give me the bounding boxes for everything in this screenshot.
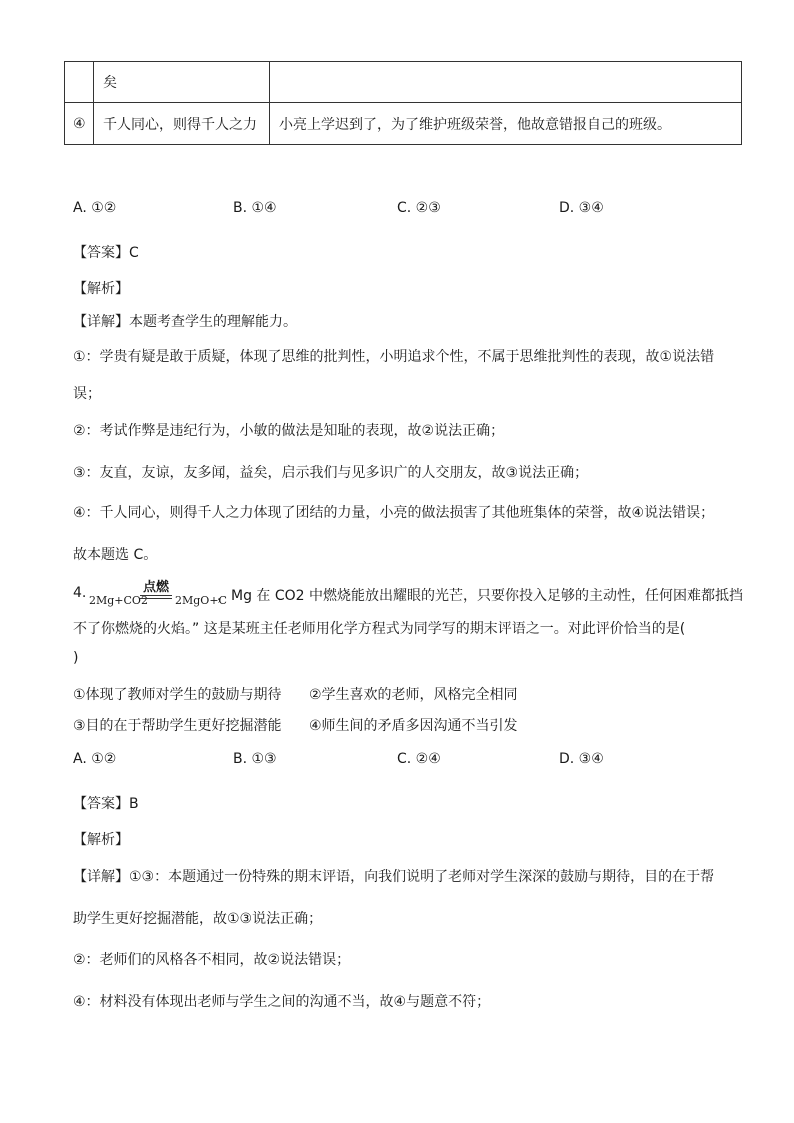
- q3-answer: [73, 242, 139, 262]
- answer-label: 【答案】: [73, 245, 129, 261]
- q4-stem-line3: ): [73, 650, 79, 666]
- table-cell-saying: 矣: [94, 62, 270, 103]
- q3-analysis-label: 【解析】: [73, 281, 129, 297]
- sayings-table: [64, 61, 742, 145]
- q4-option-b: B. ①③: [233, 751, 277, 767]
- q4-analysis-label: 【解析】: [73, 832, 129, 848]
- q3-option-c: C. ②③: [397, 200, 441, 216]
- answer-value: B: [129, 796, 139, 812]
- q4-option-d: D. ③④: [559, 751, 604, 767]
- equation-reactants: 2Mg+CO2: [89, 594, 148, 607]
- q4-line2: ②：老师们的风格各不相同，故②说法错误；: [73, 952, 351, 968]
- q4-statement-1: ①体现了教师对学生的鼓励与期待: [73, 687, 282, 703]
- table-cell-number: [65, 62, 94, 103]
- answer-value: C: [129, 245, 139, 261]
- q4-stem-line2: 不了你燃烧的火焰。” 这是某班主任老师用化学方程式为同学写的期末评语之一。对此评价恰当的是(: [73, 621, 686, 637]
- table-cell-number: ④: [65, 103, 94, 145]
- q4-option-a: A. ①②: [73, 751, 117, 767]
- equation-products: 2MgO+C: [175, 594, 227, 607]
- q4-answer: [73, 793, 139, 813]
- q4-detail-line1-cont: 助学生更好挖掘潜能，故①③说法正确；: [73, 911, 323, 927]
- q4-statement-3: ③目的在于帮助学生更好挖掘潜能: [73, 718, 282, 734]
- q3-line4: ④：千人同心，则得千人之力体现了团结的力量，小亮的做法损害了其他班集体的荣誉，故④说法错误；: [73, 505, 715, 521]
- table-cell-saying: 千人同心，则得千人之力: [94, 103, 270, 145]
- table-row: [65, 62, 742, 103]
- q4-line4: ④：材料没有体现出老师与学生之间的沟通不当，故④与题意不符；: [73, 994, 491, 1010]
- q3-option-b: B. ①④: [233, 200, 277, 216]
- q3-line2: ②：考试作弊是违纪行为，小敏的做法是知耻的表现，故②说法正确；: [73, 423, 505, 439]
- q3-option-a: A. ①②: [73, 200, 117, 216]
- q4-stem-line1: ，Mg 在 CO2 中燃烧能放出耀眼的光芒，只要你投入足够的主动性，任何困难都抵挡: [217, 588, 744, 604]
- q4-statement-2: ②学生喜欢的老师，风格完全相同: [309, 687, 518, 703]
- q4-option-c: C. ②④: [397, 751, 441, 767]
- q3-line3: ③：友直，友谅，友多闻，益矣，启示我们与见多识广的人交朋友，故③说法正确；: [73, 465, 589, 481]
- equation-condition: 点燃: [142, 580, 169, 595]
- answer-label: 【答案】: [73, 796, 129, 812]
- table-cell-situation: [270, 62, 742, 103]
- table-cell-situation: 小亮上学迟到了，为了维护班级荣誉，他故意错报自己的班级。: [270, 103, 742, 145]
- q4-number: 4.: [73, 585, 87, 601]
- q3-detail: 【详解】本题考查学生的理解能力。: [73, 314, 297, 330]
- table-row: [65, 103, 742, 145]
- q3-line1: ①：学贵有疑是敢于质疑，体现了思维的批判性，小明追求个性，不属于思维批判性的表现，故①说法错: [73, 349, 715, 365]
- q3-line1-cont: 误；: [73, 386, 101, 402]
- equation-arrow: [140, 581, 172, 599]
- q3-option-d: D. ③④: [559, 200, 604, 216]
- equation-double-line: [140, 595, 172, 599]
- q4-statement-4: ④师生间的矛盾多因沟通不当引发: [309, 718, 518, 734]
- q4-detail-line1: 【详解】①③：本题通过一份特殊的期末评语，向我们说明了老师对学生深深的鼓励与期待，目的在于帮: [73, 869, 715, 885]
- q3-conclusion: 故本题选 C。: [73, 547, 158, 563]
